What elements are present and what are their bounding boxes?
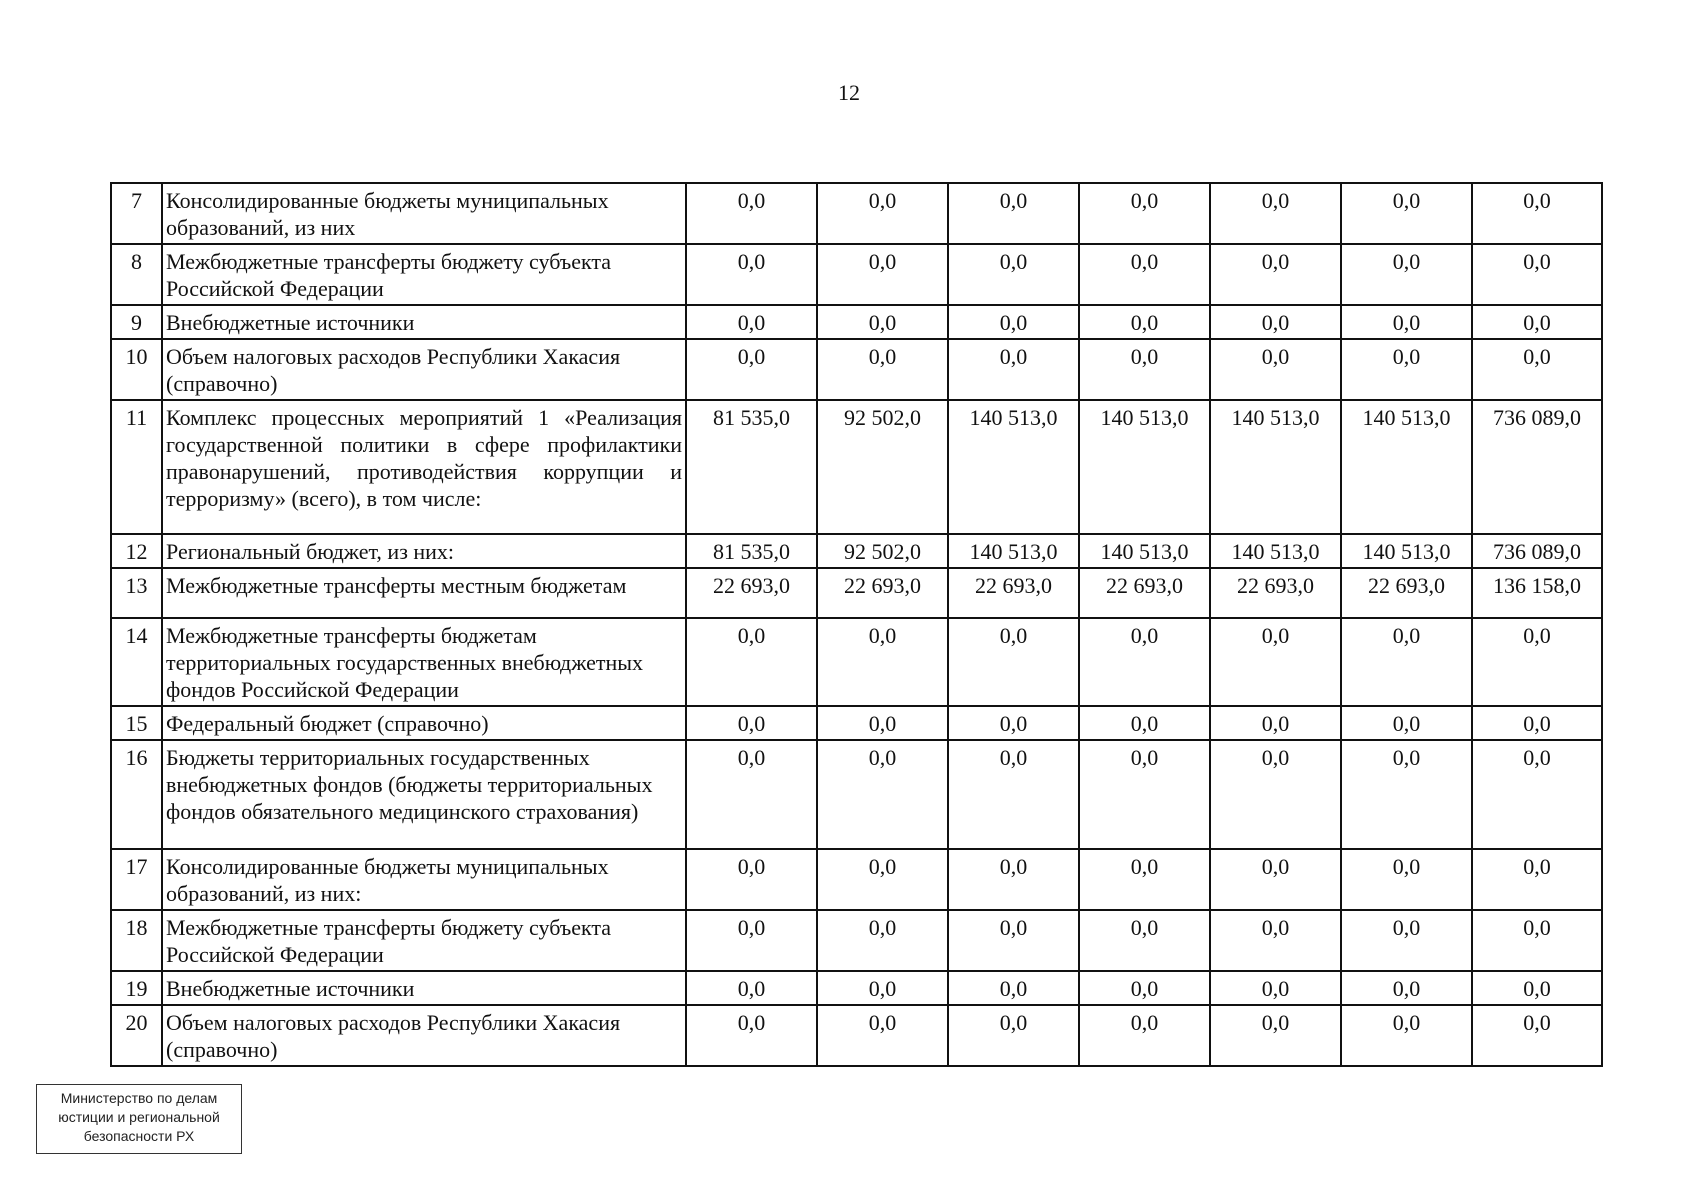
budget-table-body xyxy=(111,183,1602,1066)
table-row xyxy=(111,244,1602,305)
row-value: 0,0 xyxy=(1472,971,1602,1005)
row-value: 81 535,0 xyxy=(686,400,817,534)
row-value: 140 513,0 xyxy=(1079,534,1210,568)
row-value: 0,0 xyxy=(1341,740,1472,849)
row-value: 0,0 xyxy=(1341,1005,1472,1066)
table-row xyxy=(111,568,1602,618)
row-value: 0,0 xyxy=(1079,305,1210,339)
row-value: 0,0 xyxy=(1472,1005,1602,1066)
row-value: 0,0 xyxy=(1341,706,1472,740)
row-number: 15 xyxy=(111,706,162,740)
row-value: 0,0 xyxy=(1341,305,1472,339)
row-value: 0,0 xyxy=(817,244,948,305)
row-value: 0,0 xyxy=(1472,183,1602,244)
row-value: 0,0 xyxy=(1079,339,1210,400)
row-value: 0,0 xyxy=(686,1005,817,1066)
row-value: 0,0 xyxy=(817,183,948,244)
row-value: 22 693,0 xyxy=(1079,568,1210,618)
table-row xyxy=(111,618,1602,706)
row-name: Бюджеты территориальных государственных внебюджетных фондов (бюджеты территориальных фондов обязательного медицинского страхования) xyxy=(162,740,686,849)
row-value: 0,0 xyxy=(1079,740,1210,849)
row-value: 0,0 xyxy=(1472,706,1602,740)
row-value: 0,0 xyxy=(948,706,1079,740)
page-number: 12 xyxy=(838,80,860,105)
row-name: Внебюджетные источники xyxy=(162,305,686,339)
row-value: 0,0 xyxy=(1210,849,1341,910)
row-value: 0,0 xyxy=(948,849,1079,910)
row-value: 0,0 xyxy=(948,910,1079,971)
row-value: 22 693,0 xyxy=(948,568,1079,618)
row-value: 0,0 xyxy=(1341,244,1472,305)
row-value: 0,0 xyxy=(1079,1005,1210,1066)
row-value: 92 502,0 xyxy=(817,534,948,568)
row-value: 0,0 xyxy=(1472,849,1602,910)
row-name: Межбюджетные трансферты бюджету субъекта Российской Федерации xyxy=(162,244,686,305)
row-value: 140 513,0 xyxy=(1341,534,1472,568)
row-value: 0,0 xyxy=(817,849,948,910)
row-value: 0,0 xyxy=(817,1005,948,1066)
row-value: 0,0 xyxy=(1210,244,1341,305)
table-row xyxy=(111,339,1602,400)
row-value: 0,0 xyxy=(1079,971,1210,1005)
row-value: 0,0 xyxy=(948,740,1079,849)
row-number: 20 xyxy=(111,1005,162,1066)
row-value: 0,0 xyxy=(1472,305,1602,339)
table-row xyxy=(111,183,1602,244)
row-value: 0,0 xyxy=(1079,183,1210,244)
row-value: 22 693,0 xyxy=(817,568,948,618)
row-value: 0,0 xyxy=(1079,706,1210,740)
row-value: 140 513,0 xyxy=(1210,534,1341,568)
row-value: 0,0 xyxy=(817,740,948,849)
row-number: 9 xyxy=(111,305,162,339)
stamp-line-3: безопасности РХ xyxy=(83,1128,195,1144)
row-value: 0,0 xyxy=(1210,971,1341,1005)
row-value: 22 693,0 xyxy=(1341,568,1472,618)
row-name: Межбюджетные трансферты бюджетам территориальных государственных внебюджетных фондов Российской Федерации xyxy=(162,618,686,706)
row-value: 81 535,0 xyxy=(686,534,817,568)
stamp-line-1: Министерство по делам xyxy=(60,1090,218,1106)
row-value: 0,0 xyxy=(1210,740,1341,849)
row-value: 140 513,0 xyxy=(948,400,1079,534)
row-value: 736 089,0 xyxy=(1472,534,1602,568)
row-value: 140 513,0 xyxy=(948,534,1079,568)
table-row xyxy=(111,534,1602,568)
row-number: 7 xyxy=(111,183,162,244)
row-value: 0,0 xyxy=(817,706,948,740)
row-value: 736 089,0 xyxy=(1472,400,1602,534)
table-row xyxy=(111,400,1602,534)
row-value: 0,0 xyxy=(1079,618,1210,706)
row-value: 0,0 xyxy=(686,618,817,706)
row-name: Консолидированные бюджеты муниципальных образований, из них: xyxy=(162,849,686,910)
row-value: 0,0 xyxy=(686,305,817,339)
table-row xyxy=(111,740,1602,849)
stamp-line-2: юстиции и региональной xyxy=(58,1109,220,1125)
row-value: 0,0 xyxy=(948,1005,1079,1066)
row-name: Федеральный бюджет (справочно) xyxy=(162,706,686,740)
row-value: 0,0 xyxy=(1341,339,1472,400)
row-value: 0,0 xyxy=(686,706,817,740)
row-value: 0,0 xyxy=(1079,849,1210,910)
row-number: 17 xyxy=(111,849,162,910)
row-value: 140 513,0 xyxy=(1079,400,1210,534)
row-name: Объем налоговых расходов Республики Хакасия (справочно) xyxy=(162,1005,686,1066)
row-value: 0,0 xyxy=(1341,618,1472,706)
row-value: 0,0 xyxy=(1079,910,1210,971)
row-name: Консолидированные бюджеты муниципальных образований, из них xyxy=(162,183,686,244)
table-row xyxy=(111,910,1602,971)
row-value: 0,0 xyxy=(1210,183,1341,244)
row-value: 0,0 xyxy=(686,971,817,1005)
row-value: 0,0 xyxy=(686,183,817,244)
row-value: 0,0 xyxy=(686,244,817,305)
row-value: 0,0 xyxy=(686,910,817,971)
row-value: 0,0 xyxy=(817,339,948,400)
row-value: 92 502,0 xyxy=(817,400,948,534)
row-value: 0,0 xyxy=(686,849,817,910)
row-value: 0,0 xyxy=(817,305,948,339)
table-row xyxy=(111,971,1602,1005)
row-value: 140 513,0 xyxy=(1210,400,1341,534)
row-value: 0,0 xyxy=(1341,849,1472,910)
row-value: 0,0 xyxy=(1210,339,1341,400)
row-value: 0,0 xyxy=(1472,910,1602,971)
row-number: 19 xyxy=(111,971,162,1005)
row-value: 22 693,0 xyxy=(686,568,817,618)
row-value: 0,0 xyxy=(1341,183,1472,244)
row-value: 0,0 xyxy=(948,971,1079,1005)
row-number: 11 xyxy=(111,400,162,534)
row-value: 0,0 xyxy=(1472,618,1602,706)
table-row xyxy=(111,706,1602,740)
row-value: 0,0 xyxy=(686,740,817,849)
row-name: Комплекс процессных мероприятий 1 «Реализация государственной политики в сфере профилактики правонарушений, противодействия коррупции и терроризму» (всего), в том числе: xyxy=(162,400,686,534)
row-value: 0,0 xyxy=(1210,305,1341,339)
row-value: 0,0 xyxy=(1210,618,1341,706)
row-value: 0,0 xyxy=(1472,339,1602,400)
row-number: 16 xyxy=(111,740,162,849)
row-name: Внебюджетные источники xyxy=(162,971,686,1005)
row-number: 12 xyxy=(111,534,162,568)
row-value: 0,0 xyxy=(1079,244,1210,305)
row-name: Объем налоговых расходов Республики Хакасия (справочно) xyxy=(162,339,686,400)
table-row xyxy=(111,305,1602,339)
row-value: 0,0 xyxy=(1210,910,1341,971)
row-value: 0,0 xyxy=(1472,740,1602,849)
row-value: 0,0 xyxy=(948,339,1079,400)
row-number: 10 xyxy=(111,339,162,400)
budget-table xyxy=(110,182,1603,1067)
row-value: 0,0 xyxy=(1210,1005,1341,1066)
ministry-stamp xyxy=(36,1084,242,1154)
row-number: 18 xyxy=(111,910,162,971)
row-value: 0,0 xyxy=(1472,244,1602,305)
row-value: 0,0 xyxy=(1341,971,1472,1005)
row-name: Региональный бюджет, из них: xyxy=(162,534,686,568)
row-name: Межбюджетные трансферты местным бюджетам xyxy=(162,568,686,618)
row-number: 8 xyxy=(111,244,162,305)
row-value: 136 158,0 xyxy=(1472,568,1602,618)
row-value: 0,0 xyxy=(948,618,1079,706)
table-row xyxy=(111,849,1602,910)
row-value: 0,0 xyxy=(1341,910,1472,971)
row-value: 0,0 xyxy=(1210,706,1341,740)
row-number: 14 xyxy=(111,618,162,706)
row-value: 0,0 xyxy=(948,183,1079,244)
row-value: 0,0 xyxy=(948,305,1079,339)
table-row xyxy=(111,1005,1602,1066)
row-value: 140 513,0 xyxy=(1341,400,1472,534)
row-value: 0,0 xyxy=(948,244,1079,305)
row-value: 22 693,0 xyxy=(1210,568,1341,618)
row-number: 13 xyxy=(111,568,162,618)
row-value: 0,0 xyxy=(817,618,948,706)
row-value: 0,0 xyxy=(817,971,948,1005)
row-value: 0,0 xyxy=(817,910,948,971)
row-name: Межбюджетные трансферты бюджету субъекта Российской Федерации xyxy=(162,910,686,971)
row-value: 0,0 xyxy=(686,339,817,400)
